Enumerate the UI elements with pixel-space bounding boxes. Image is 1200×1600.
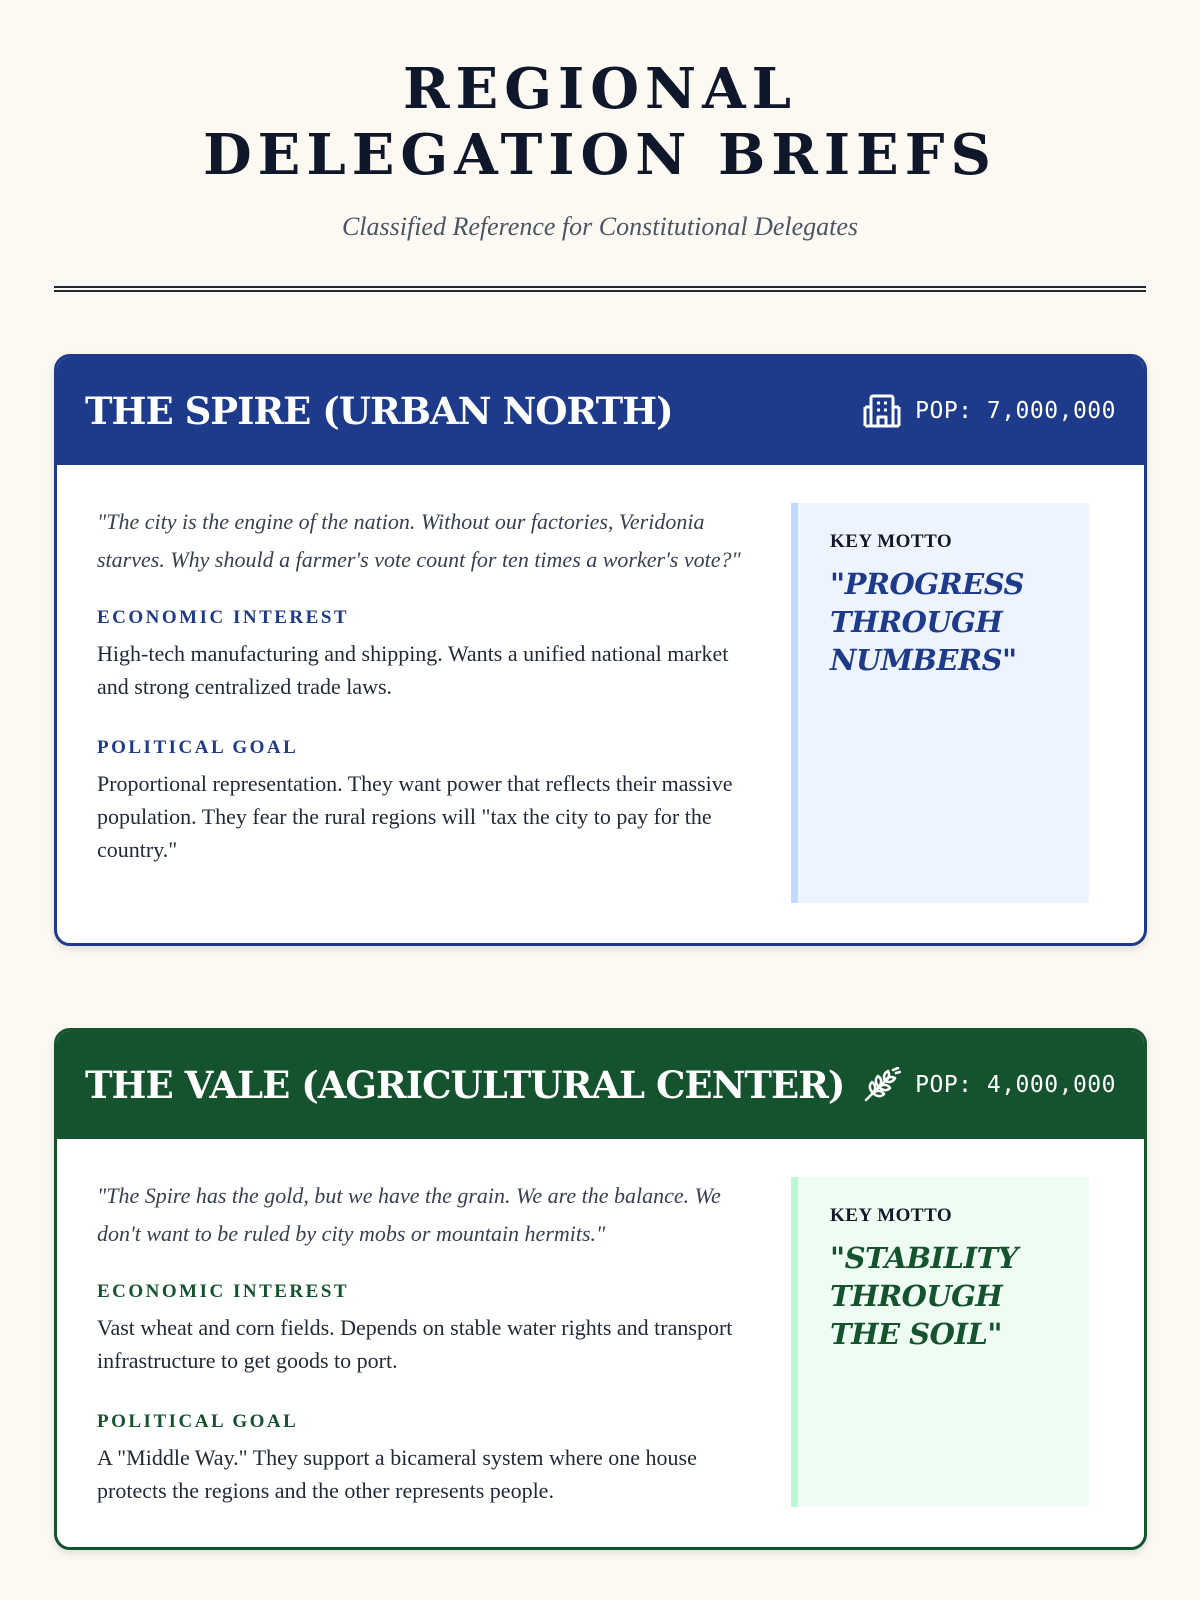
- region-details: [97, 503, 747, 866]
- motto-box: [791, 1177, 1089, 1507]
- economic-interest-text: Vast wheat and corn fields. Depends on stable water rights and transport infrastructure to get goods to port.: [97, 1315, 733, 1373]
- region-name: THE VALE (AGRICULTURAL CENTER): [85, 1063, 845, 1107]
- motto-box: [791, 503, 1089, 903]
- building-icon: [863, 393, 901, 429]
- region-card-header: [57, 357, 1144, 465]
- region-name: THE SPIRE (URBAN NORTH): [85, 389, 673, 433]
- region-card-header: [57, 1031, 1144, 1139]
- page-title: REGIONAL DELEGATION BRIEFS: [203, 56, 997, 188]
- region-card-spire: [54, 354, 1147, 946]
- motto-label: KEY MOTTO: [830, 1205, 953, 1226]
- economic-interest-label: ECONOMIC INTEREST: [97, 607, 350, 628]
- double-divider: [54, 286, 1146, 292]
- political-goal-text: Proportional representation. They want power that reflects their massive population. They fear the rural regions will "tax the city to pay for the country.": [97, 771, 733, 862]
- population-count: POP: 4,000,000: [915, 1072, 1116, 1098]
- motto-text: "PROGRESS THROUGH NUMBERS": [830, 567, 1024, 677]
- page-subtitle: Classified Reference for Constitutional Delegates: [341, 212, 859, 241]
- political-goal-label: POLITICAL GOAL: [97, 1411, 299, 1432]
- political-goal-text: A "Middle Way." They support a bicameral system where one house protects the regions and the other represents people.: [97, 1445, 697, 1503]
- motto-label: KEY MOTTO: [830, 531, 953, 552]
- wheat-icon: [863, 1067, 901, 1103]
- motto-text: "STABILITY THROUGH THE SOIL": [830, 1241, 1018, 1351]
- page-header: [0, 0, 1200, 242]
- region-card-vale: [54, 1028, 1147, 1550]
- economic-interest-text: High-tech manufacturing and shipping. Wants a unified national market and strong centralized trade laws.: [97, 641, 729, 699]
- population-info: [863, 393, 1116, 429]
- region-card-body: [57, 465, 1144, 866]
- region-details: [97, 1177, 747, 1507]
- population-info: [863, 1067, 1116, 1103]
- region-quote: "The Spire has the gold, but we have the grain. We are the balance. We don't want to be ruled by city mobs or mountain hermits.": [97, 1183, 721, 1246]
- economic-interest-label: ECONOMIC INTEREST: [97, 1281, 350, 1302]
- region-card-body: [57, 1139, 1144, 1507]
- population-count: POP: 7,000,000: [915, 398, 1116, 424]
- region-quote: "The city is the engine of the nation. Without our factories, Veridonia starves. Why should a farmer's vote count for ten times a worker's vote?": [97, 509, 741, 572]
- political-goal-label: POLITICAL GOAL: [97, 737, 299, 758]
